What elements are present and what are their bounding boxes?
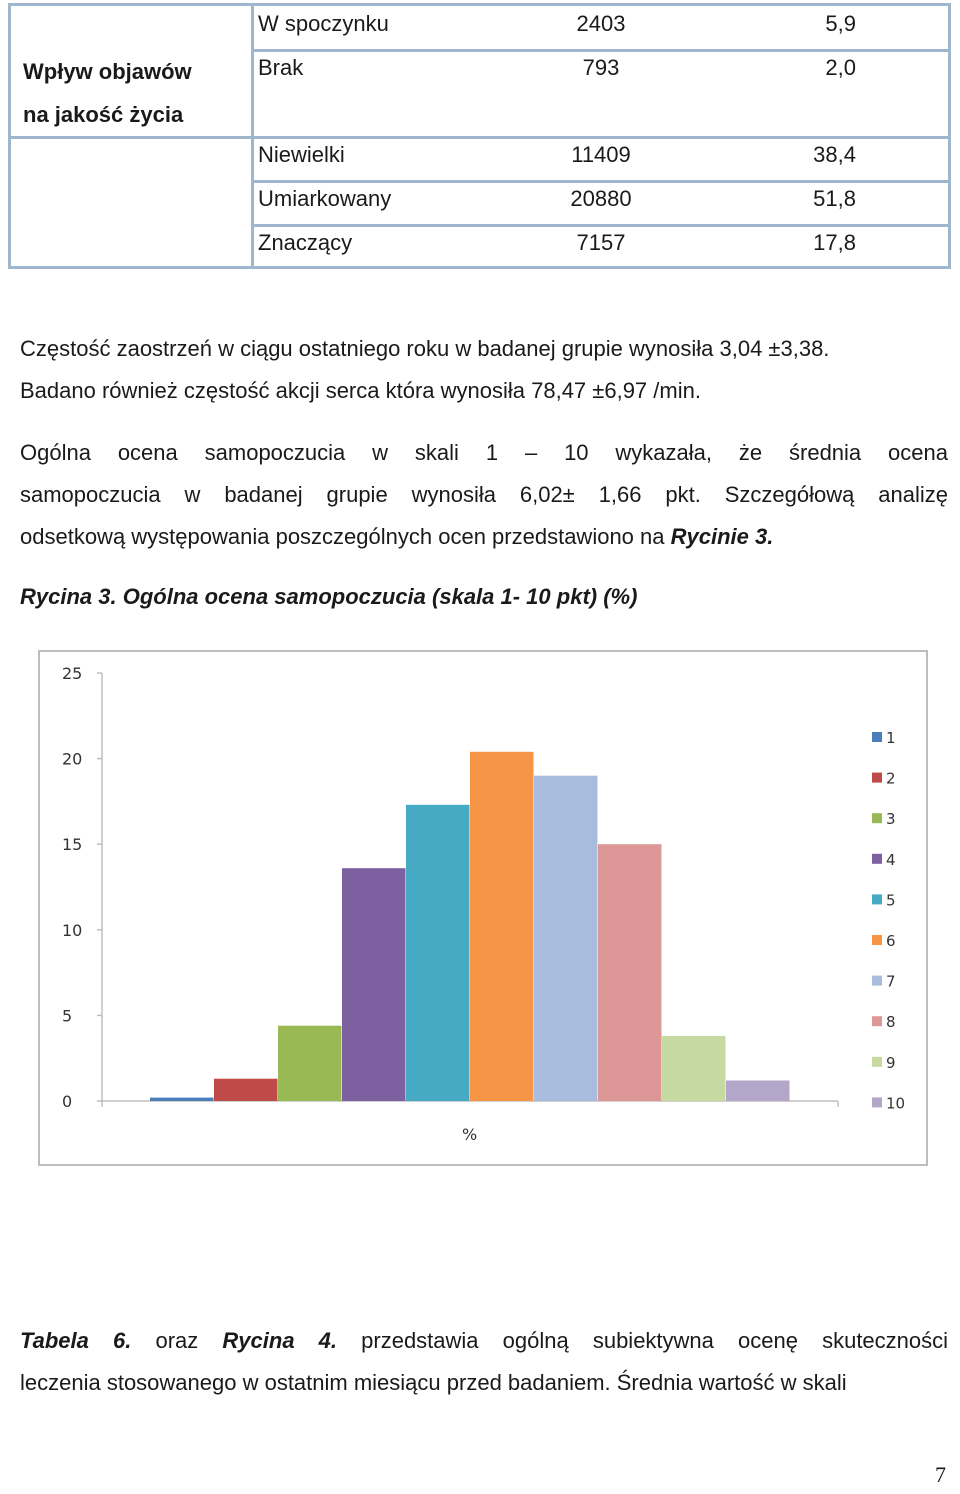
text-span: odsetkową występowania poszczególnych ocen przedstawiono na [20, 524, 671, 549]
y-tick-label: 10 [62, 920, 83, 940]
x-axis-label: % [462, 1125, 478, 1144]
text-line: leczenia stosowanego w ostatnim miesiącu przed badaniem. Średnia wartość w skali [20, 1370, 847, 1395]
bar-7 [534, 776, 598, 1101]
legend-label-4: 4 [886, 850, 896, 869]
text-span: przedstawia ogólną subiektywna ocenę skuteczności [337, 1328, 949, 1353]
wellbeing-chart [38, 650, 928, 1166]
legend-swatch-3 [872, 813, 882, 823]
figure-reference: Rycina 4. [222, 1328, 338, 1353]
text-line: Ogólna ocena samopoczucia w skali 1 – 10 wykazała, że średnia ocena [20, 440, 948, 465]
row-percent: 51,8 [813, 186, 856, 211]
legend-label-2: 2 [886, 769, 896, 788]
legend-label-9: 9 [886, 1053, 896, 1072]
bar-4 [342, 868, 406, 1101]
row-percent: 38,4 [813, 142, 856, 167]
text-line [20, 1320, 948, 1362]
text-line [20, 516, 948, 558]
row-name: Niewielki [258, 142, 345, 167]
legend-swatch-8 [872, 1016, 882, 1026]
table-row-divider [11, 136, 948, 139]
row-count: 20880 [570, 186, 632, 211]
legend-swatch-7 [872, 976, 882, 986]
legend-label-5: 5 [886, 891, 896, 910]
table-group-label [23, 50, 192, 136]
legend-label-10: 10 [886, 1094, 906, 1113]
group-label-line: Wpływ objawów [23, 59, 192, 84]
bar-5 [406, 805, 470, 1101]
legend-label-3: 3 [886, 810, 896, 829]
paragraph-treatment [20, 1320, 948, 1404]
text-line: Badano również częstość akcji serca która wynosiła 78,47 ±6,97 /min. [20, 378, 701, 403]
paragraph-exacerbations [20, 328, 948, 412]
legend-label-6: 6 [886, 932, 896, 950]
row-count: 11409 [571, 142, 631, 167]
y-tick-label: 0 [62, 1092, 73, 1111]
bar-10 [726, 1081, 790, 1102]
legend-swatch-4 [872, 854, 882, 864]
legend-swatch-6 [872, 935, 882, 945]
row-percent: 2,0 [825, 55, 856, 80]
legend-swatch-1 [872, 732, 882, 742]
row-count: 793 [582, 55, 620, 80]
y-tick-label: 20 [62, 749, 83, 769]
row-count: 2403 [576, 11, 626, 36]
row-name: Znaczący [258, 230, 353, 255]
y-tick-label: 15 [62, 835, 83, 855]
text-span: oraz [131, 1328, 223, 1353]
table-reference: Tabela 6. [20, 1328, 132, 1353]
legend-label-1: 1 [886, 729, 896, 747]
row-name: Umiarkowany [258, 186, 392, 211]
row-name: W spoczynku [258, 11, 389, 36]
table-row-divider [253, 224, 948, 227]
paragraph-wellbeing [20, 432, 948, 558]
legend-swatch-10 [872, 1097, 882, 1107]
text-line: samopoczucia w badanej grupie wynosiła 6,02± 1,66 pkt. Szczegółową analizę [20, 482, 948, 507]
group-label-line: na jakość życia [23, 102, 184, 127]
legend-label-7: 7 [886, 972, 896, 991]
legend-swatch-2 [872, 773, 882, 783]
chart-canvas [40, 652, 926, 1164]
table-row-divider [253, 180, 948, 183]
row-name: Brak [258, 55, 304, 80]
table-row-divider [253, 49, 948, 52]
legend-swatch-9 [872, 1057, 882, 1067]
bar-6 [470, 752, 534, 1101]
symptom-impact-table [8, 3, 951, 269]
y-tick-label: 25 [62, 664, 83, 683]
bar-2 [214, 1079, 278, 1101]
text-line: Częstość zaostrzeń w ciągu ostatniego roku w badanej grupie wynosiła 3,04 ±3,38. [20, 336, 830, 361]
row-count: 7157 [576, 230, 626, 255]
bar-3 [278, 1026, 342, 1101]
figure-reference: Rycinie 3. [670, 524, 774, 549]
row-percent: 5,9 [825, 11, 856, 36]
page-number: 7 [935, 1462, 946, 1487]
figure-caption: Rycina 3. Ogólna ocena samopoczucia (skala 1- 10 pkt) (%) [20, 584, 638, 609]
bar-1 [150, 1098, 214, 1101]
legend-label-8: 8 [886, 1013, 896, 1032]
legend-swatch-5 [872, 894, 882, 904]
y-tick-label: 5 [62, 1006, 73, 1026]
bar-8 [598, 844, 662, 1101]
bar-9 [662, 1036, 726, 1101]
row-percent: 17,8 [813, 230, 856, 255]
